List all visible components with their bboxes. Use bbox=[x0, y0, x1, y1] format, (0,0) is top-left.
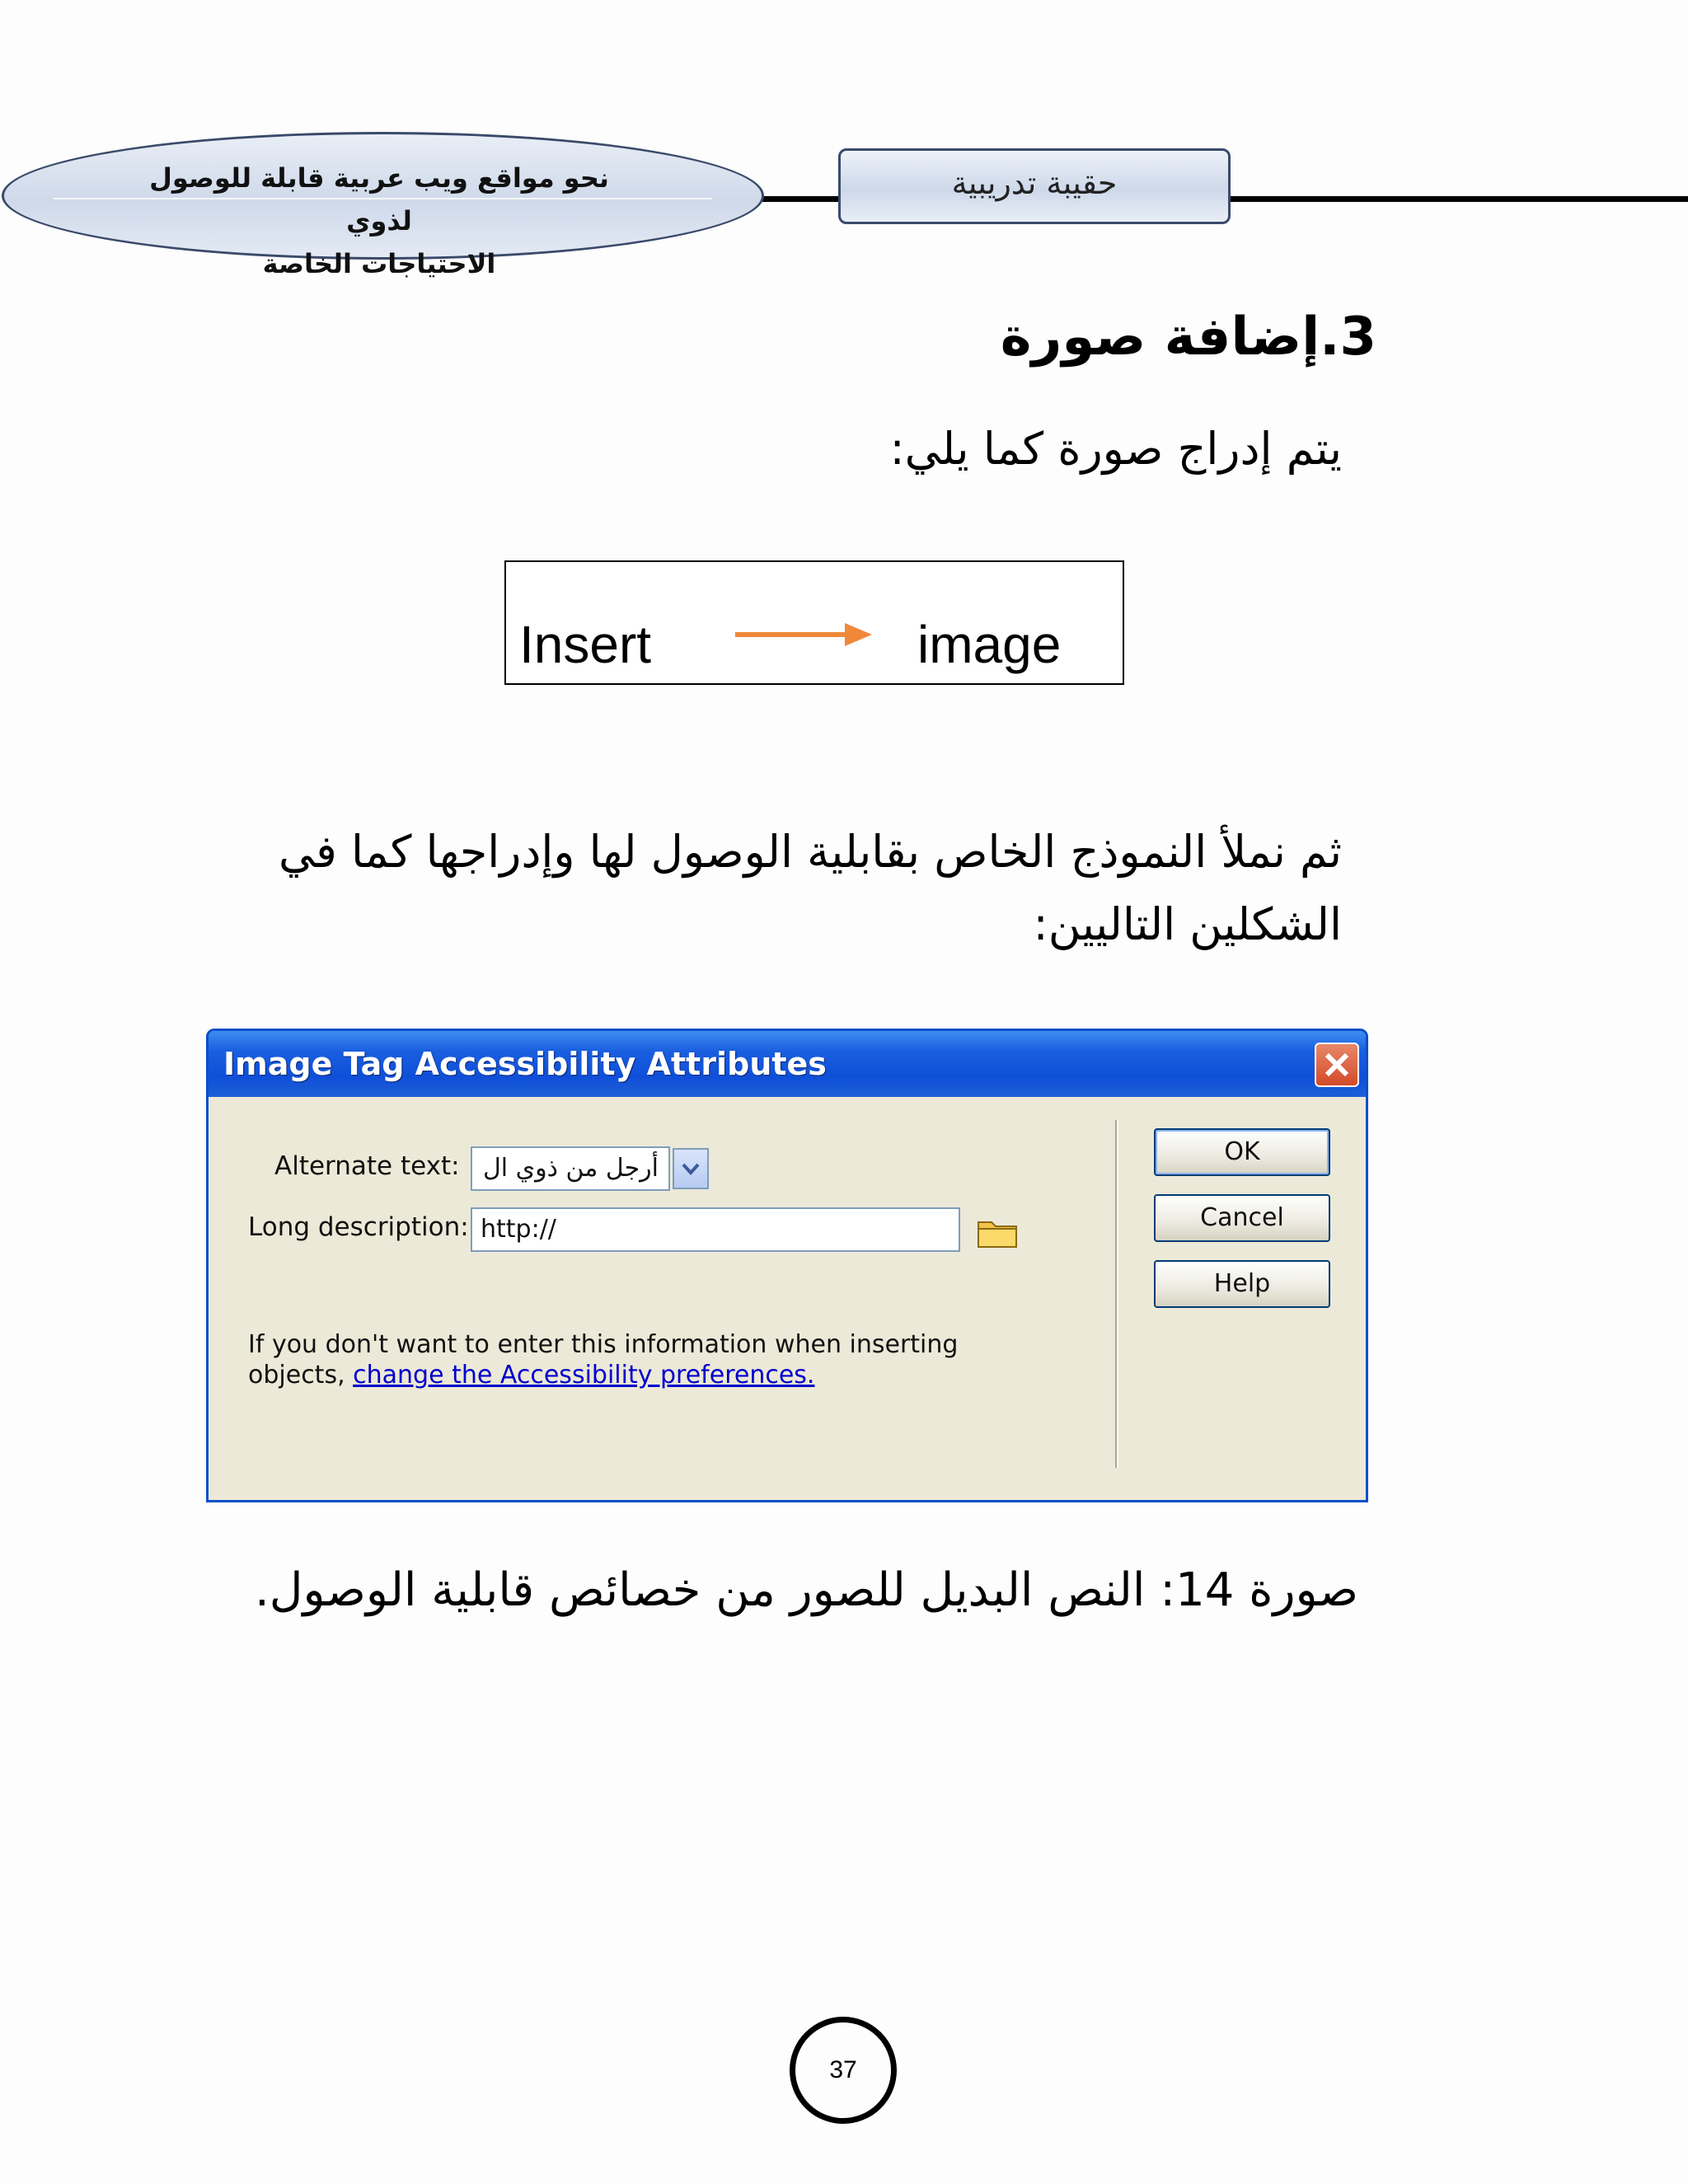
image-label: image bbox=[917, 615, 1062, 674]
ok-button[interactable]: OK bbox=[1154, 1128, 1330, 1176]
close-icon bbox=[1316, 1044, 1357, 1085]
dialog-title: Image Tag Accessibility Attributes bbox=[223, 1046, 827, 1082]
note-line2-prefix: objects, bbox=[248, 1361, 354, 1390]
section-title: 3.إضافة صورة bbox=[1000, 307, 1376, 368]
accessibility-preferences-link[interactable]: change the Accessibility preferences. bbox=[353, 1361, 815, 1390]
chevron-down-icon bbox=[674, 1150, 707, 1188]
intro-text: يتم إدراج صورة كما يلي: bbox=[889, 423, 1342, 475]
header-box-text: حقيبة تدريبية bbox=[951, 165, 1118, 201]
header-banner-line1: نحو مواقع ويب عربية قابلة للوصول لذوي bbox=[149, 162, 609, 237]
page-number: 37 bbox=[790, 2017, 897, 2124]
alt-text-combobox[interactable]: أرجل من ذوي ال bbox=[471, 1146, 670, 1191]
dialog-separator bbox=[1115, 1120, 1118, 1468]
accessibility-note bbox=[248, 1329, 958, 1390]
body-paragraph: ثم نملأ النموذج الخاص بقابلية الوصول لها وإدراجها كما في الشكلين التاليين: bbox=[279, 826, 1342, 950]
arrow-right-icon bbox=[734, 620, 874, 649]
figure-caption: صورة 14: النص البديل للصور من خصائص قابلية الوصول. bbox=[254, 1563, 1358, 1617]
header-banner-line2: الاحتياجات الخاصة bbox=[262, 248, 496, 279]
note-line1: If you don't want to enter this information when inserting bbox=[248, 1330, 959, 1359]
alt-text-label: Alternate text: bbox=[274, 1151, 460, 1181]
alt-text-dropdown-button[interactable] bbox=[673, 1148, 709, 1189]
long-description-label: Long description: bbox=[248, 1212, 469, 1242]
insert-label: Insert bbox=[519, 615, 652, 674]
help-button[interactable]: Help bbox=[1154, 1260, 1330, 1308]
browse-folder-icon[interactable] bbox=[977, 1216, 1018, 1249]
dialog-titlebar bbox=[209, 1031, 1366, 1097]
long-description-input[interactable]: http:// bbox=[471, 1207, 960, 1252]
header-ellipse-text bbox=[140, 157, 618, 285]
accessibility-dialog bbox=[206, 1029, 1368, 1502]
close-button[interactable] bbox=[1315, 1043, 1359, 1087]
cancel-button[interactable]: Cancel bbox=[1154, 1194, 1330, 1242]
